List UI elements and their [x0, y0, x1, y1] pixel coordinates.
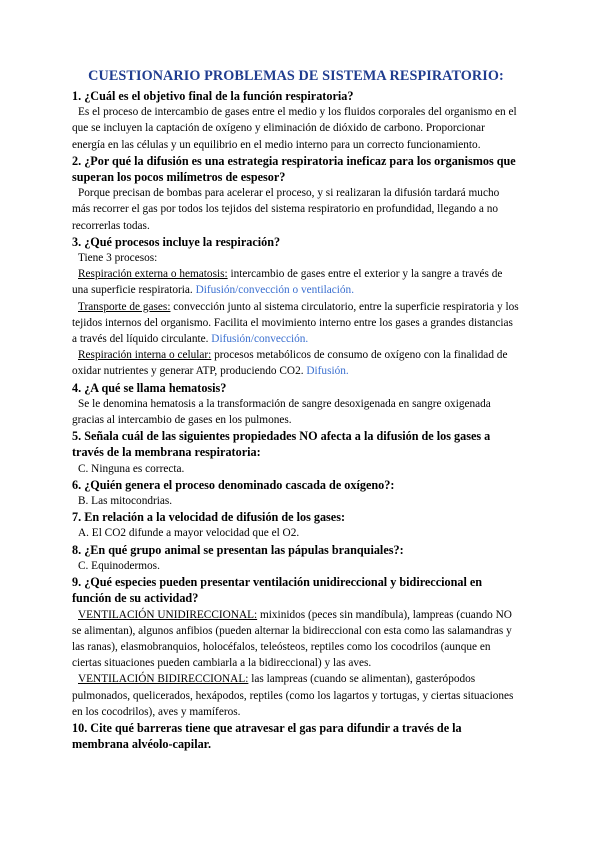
question-3: 3. ¿Qué procesos incluye la respiración? [72, 234, 281, 249]
answer-3-intro: Tiene 3 procesos: [78, 252, 158, 265]
question-1: 1. ¿Cuál es el objetivo final de la función respiratoria? [72, 89, 354, 103]
question-7: 7. En relación a la velocidad de difusión de los gases: [72, 510, 346, 525]
item-text: las lampreas (cuando se alimentan), gasterópodos pulmonados, quelicerados, hexápodos, reptiles (como los lagartos y tortugas, y ciertas situaciones en los cocodrilos), aves y mamíferos. [72, 673, 514, 718]
answer-3-item [72, 299, 520, 348]
answer-7: A. El CO2 difunde a mayor velocidad que el O2. [78, 527, 300, 540]
question-5: 5. Señala cuál de las siguientes propiedades NO afecta a la difusión de los gases a través de la membrana respiratoria: [72, 429, 491, 460]
answer-9-item [72, 671, 520, 720]
question-4: 4. ¿A qué se llama hematosis? [72, 380, 227, 395]
item-note: Difusión/convección. [211, 333, 309, 346]
item-note: Difusión. [306, 365, 349, 378]
item-text: intercambio de gases entre el exterior y la sangre a través de una superficie respiratoria. [72, 268, 503, 297]
item-note: Difusión/convección o ventilación. [195, 284, 355, 297]
item-text: convección junto al sistema circulatorio, entre la superficie respiratoria y los tejidos internos del organismo. Facilita el movimiento interno entre los gases a grandes distancias a través del líquido circulante. [72, 300, 519, 346]
answer-6: B. Las mitocondrias. [78, 495, 173, 508]
answer-2: Porque precisan de bombas para acelerar el proceso, y si realizaran la difusión tardará mucho más recorrer el gas por todos los tejidos del sistema respiratorio en profundidad, llegando a no recorrerlas todas. [72, 187, 500, 232]
answer-4: Se le denomina hematosis a la transformación de sangre desoxigenada en sangre oxigenada gracias al intercambio de gases en los pulmones. [72, 397, 491, 427]
item-label: VENTILACIÓN BIDIRECCIONAL: [78, 673, 249, 686]
question-6: 6. ¿Quién genera el proceso denominado cascada de oxígeno?: [72, 477, 395, 492]
item-text: procesos metabólicos de consumo de oxígeno con la finalidad de oxidar nutrientes y generar ATP, produciendo CO2. [72, 349, 508, 378]
item-label: VENTILACIÓN UNIDIRECCIONAL: [78, 608, 258, 621]
answer-8: C. Equinodermos. [78, 559, 160, 572]
answer-3-item [72, 266, 520, 298]
question-9: 9. ¿Qué especies pueden presentar ventilación unidireccional y bidireccional en función de su actividad? [72, 575, 483, 606]
answer-5: C. Ninguna es correcta. [78, 462, 185, 475]
item-label: Respiración externa o hematosis: [78, 268, 228, 281]
item-text: mixinidos (peces sin mandíbula), lampreas (cuando NO se alimentan), algunos anfibios (pueden alternar la bidireccional con esta como las salamandras y las ranas), elasmobranquios, holocéfalos, teleósteos, reptiles como los cocodrilos (aunque en ciertas situaciones pueden cambiarla a la bidireccional) y las aves. [72, 608, 512, 670]
answer-1: Es el proceso de intercambio de gases entre el medio y los fluidos corporales del organismo en el que se incluyen la captación de oxígeno y eliminación de dióxido de carbono. Proporcionar energía en las células y un equilibrio en el medio interno para un correcto funcionamiento. [72, 106, 517, 151]
page-title: CUESTIONARIO PROBLEMAS DE SISTEMA RESPIRATORIO: [88, 68, 504, 84]
question-10: 10. Cite qué barreras tiene que atravesar el gas para difundir a través de la membrana alvéolo-capilar. [72, 720, 462, 752]
answer-9-item [72, 607, 520, 672]
answer-3-item [72, 347, 520, 379]
item-label: Respiración interna o celular: [78, 349, 212, 362]
item-label: Transporte de gases: [78, 300, 171, 313]
question-2: 2. ¿Por qué la difusión es una estrategia respiratoria ineficaz para los organismos que superan los pocos milímetros de espesor? [72, 153, 516, 185]
question-8: 8. ¿En qué grupo animal se presentan las pápulas branquiales?: [72, 542, 404, 557]
